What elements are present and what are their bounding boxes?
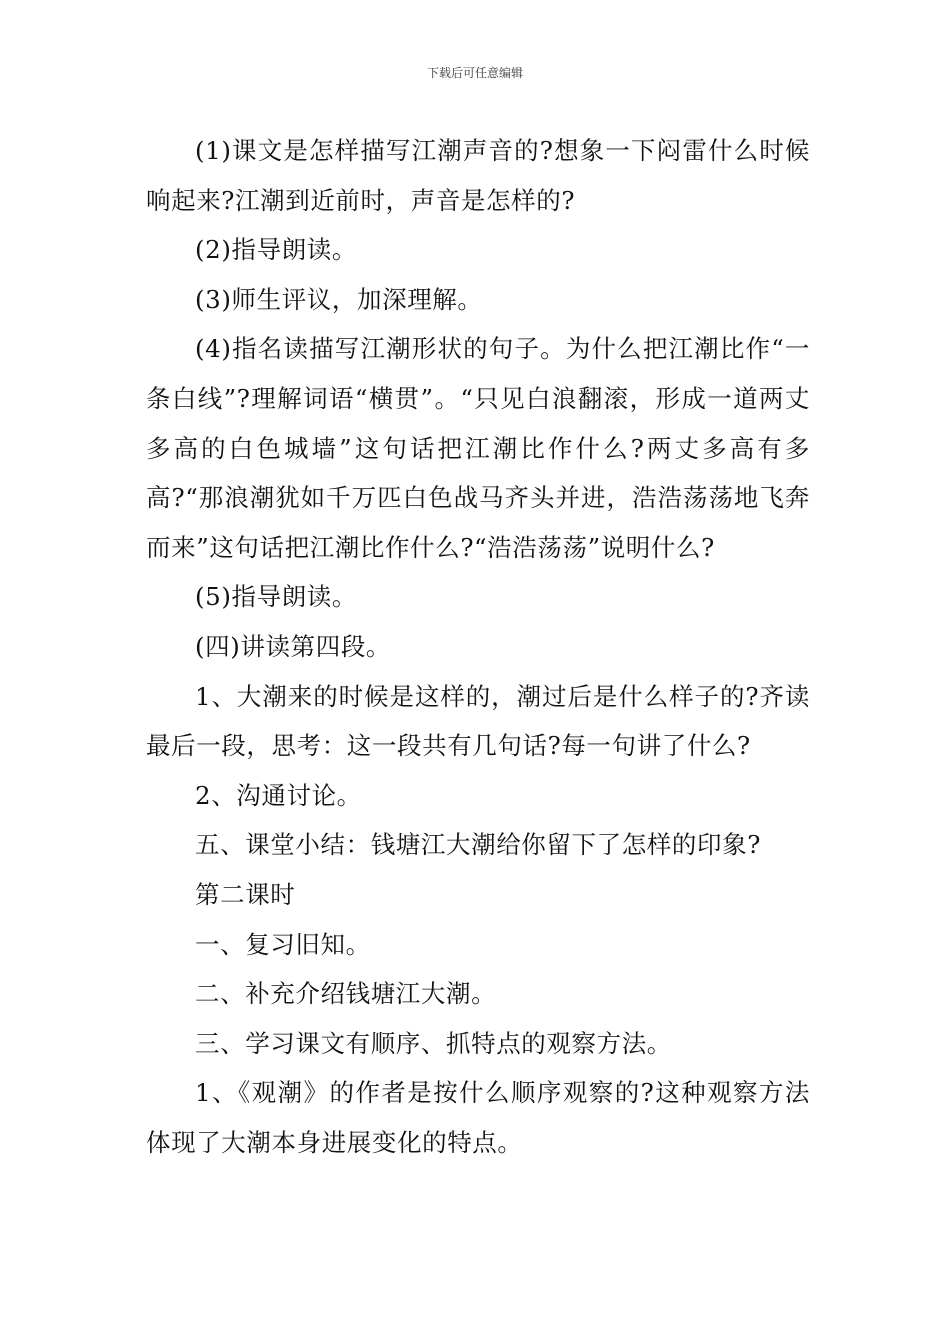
paragraph: (3)师生评议，加深理解。 — [195, 284, 483, 314]
paragraph: (2)指导朗读。 — [195, 235, 358, 265]
paragraph: (四)讲读第四段。 — [195, 631, 392, 661]
paragraph: 第二课时 — [195, 879, 296, 909]
paragraph: 五、课堂小结：钱塘江大潮给你留下了怎样的印象? — [195, 830, 761, 860]
paragraph: 2、沟通讨论。 — [195, 780, 362, 810]
paragraph: 1、《观潮》的作者是按什么顺序观察的?这种观察方法体现了大潮本身进展变化的特点。 — [146, 1078, 810, 1157]
page-header: 下载后可任意编辑 — [426, 66, 523, 80]
document-body — [146, 126, 810, 1167]
paragraph: 1、大潮来的时候是这样的，潮过后是什么样子的?齐读最后一段，思考：这一段共有几句话?每一句讲了什么? — [146, 681, 810, 761]
paragraph: 二、补充介绍钱塘江大潮。 — [195, 979, 497, 1009]
paragraph: (1)课文是怎样描写江潮声音的?想象一下闷雷什么时候响起来?江潮到近前时，声音是怎样的? — [146, 136, 810, 215]
paragraph: (4)指名读描写江潮形状的句子。为什么把江潮比作“一条白线”?理解词语“横贯”。“只见白浪翻滚，形成一道两丈多高的白色城墙”这句话把江潮比作什么?两丈多高有多高?“那浪潮犹如千万匹白色战马齐头并进，浩浩荡荡地飞奔而来”这句话把江潮比作什么?“浩浩荡荡”说明什么? — [146, 334, 810, 562]
paragraph: 一、复习旧知。 — [195, 929, 371, 959]
paragraph: 三、学习课文有顺序、抓特点的观察方法。 — [195, 1028, 672, 1058]
paragraph: (5)指导朗读。 — [195, 582, 358, 612]
